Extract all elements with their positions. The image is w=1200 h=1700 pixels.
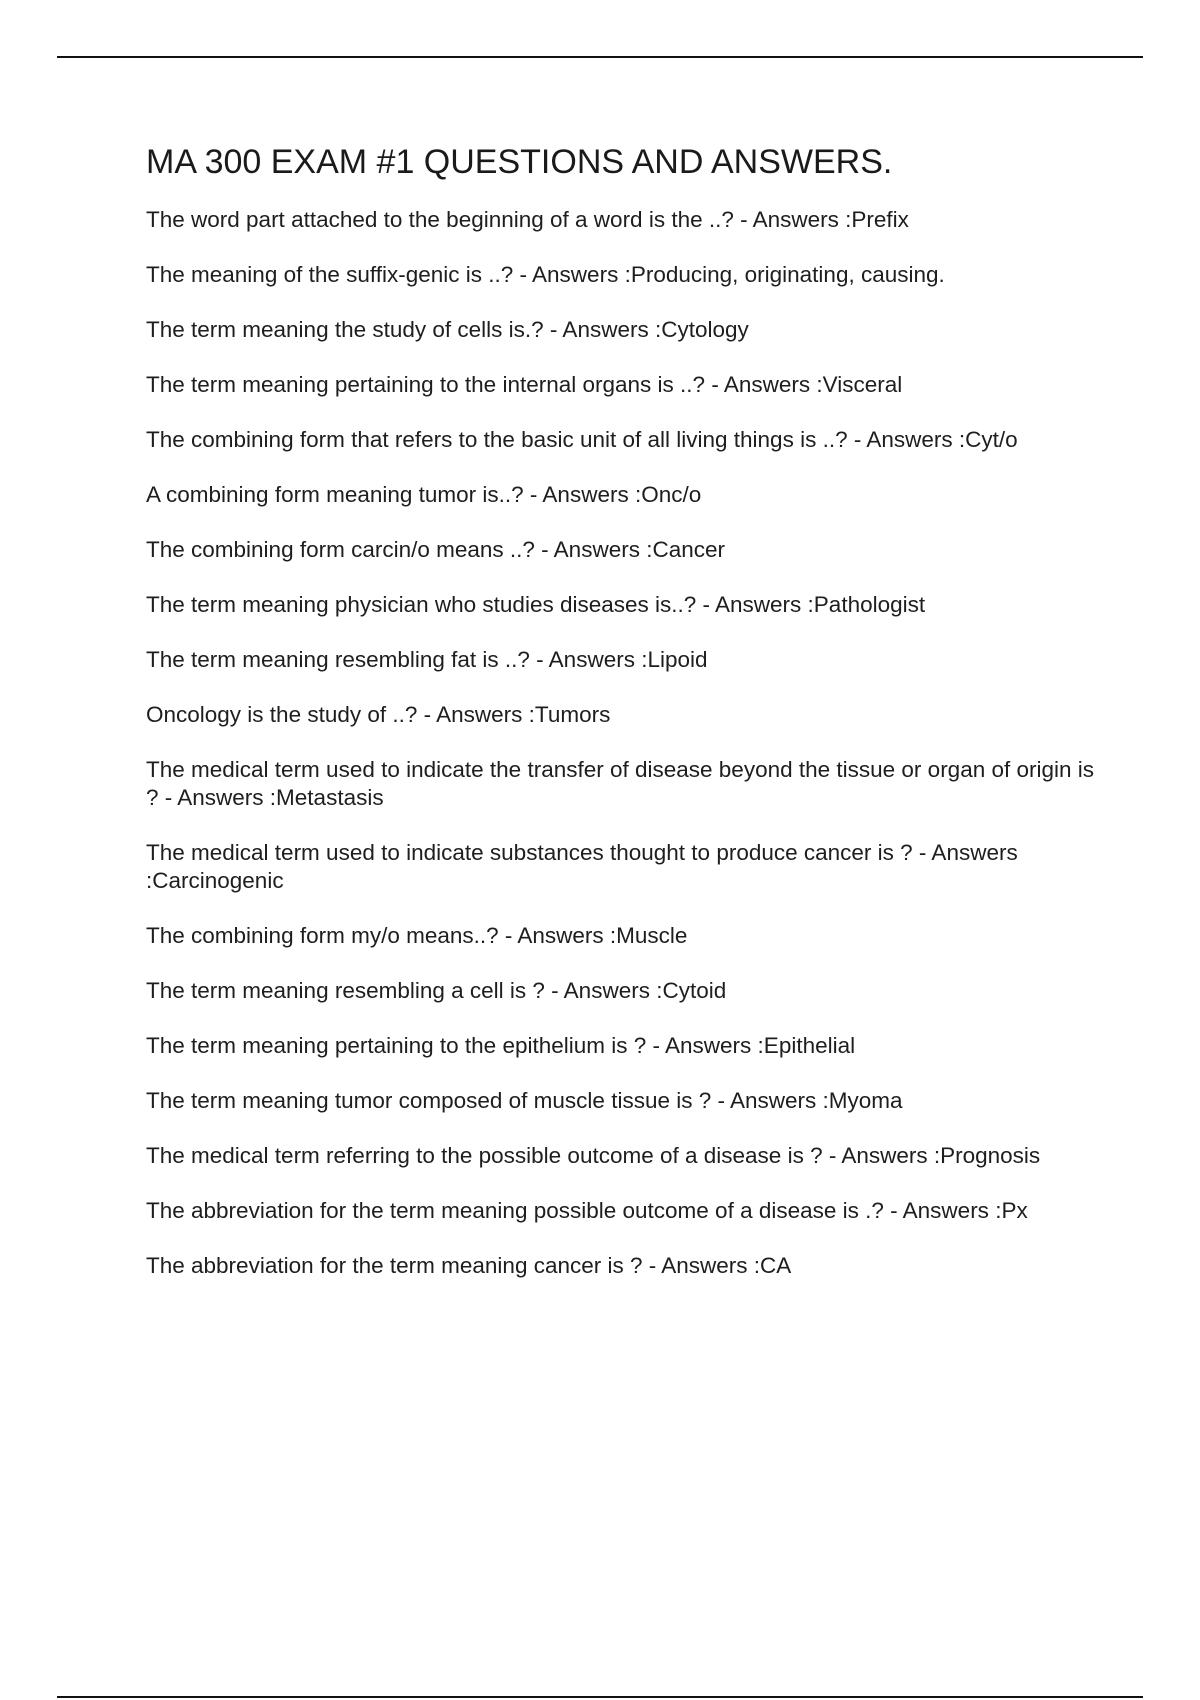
qa-item: The combining form carcin/o means ..? - Answers :Cancer [146,537,725,562]
footer-divider [57,1696,1143,1698]
qa-item: The medical term used to indicate substances thought to produce cancer is ? - Answers :Carcinogenic [146,840,1018,893]
qa-item: The term meaning resembling a cell is ? - Answers :Cytoid [146,978,727,1003]
qa-item: The term meaning tumor composed of muscle tissue is ? - Answers :Myoma [146,1088,903,1113]
qa-item: The abbreviation for the term meaning possible outcome of a disease is .? - Answers :Px [146,1198,1028,1223]
qa-item: The abbreviation for the term meaning cancer is ? - Answers :CA [146,1253,792,1278]
qa-item: The word part attached to the beginning of a word is the ..? - Answers :Prefix [146,207,909,232]
qa-item: The medical term used to indicate the transfer of disease beyond the tissue or organ of origin is ? - Answers :Metastasis [146,757,1095,810]
qa-item: The term meaning pertaining to the epithelium is ? - Answers :Epithelial [146,1033,856,1058]
header-divider [57,56,1143,58]
qa-list [146,206,1096,1280]
qa-item: The meaning of the suffix-genic is ..? - Answers :Producing, originating, causing. [146,262,945,287]
qa-item: The medical term referring to the possible outcome of a disease is ? - Answers :Prognosis [146,1143,1041,1168]
qa-item: A combining form meaning tumor is..? - Answers :Onc/o [146,482,702,507]
qa-item: Oncology is the study of ..? - Answers :Tumors [146,702,611,727]
qa-item: The combining form that refers to the basic unit of all living things is ..? - Answers :Cyt/o [146,427,1018,452]
qa-item: The term meaning the study of cells is.? - Answers :Cytology [146,317,749,342]
qa-item: The term meaning physician who studies diseases is..? - Answers :Pathologist [146,592,926,617]
document-title: MA 300 EXAM #1 QUESTIONS AND ANSWERS. [146,143,893,181]
document-body [146,142,1096,1307]
qa-item: The term meaning pertaining to the internal organs is ..? - Answers :Visceral [146,372,903,397]
qa-item: The combining form my/o means..? - Answers :Muscle [146,923,688,948]
qa-item: The term meaning resembling fat is ..? - Answers :Lipoid [146,647,708,672]
